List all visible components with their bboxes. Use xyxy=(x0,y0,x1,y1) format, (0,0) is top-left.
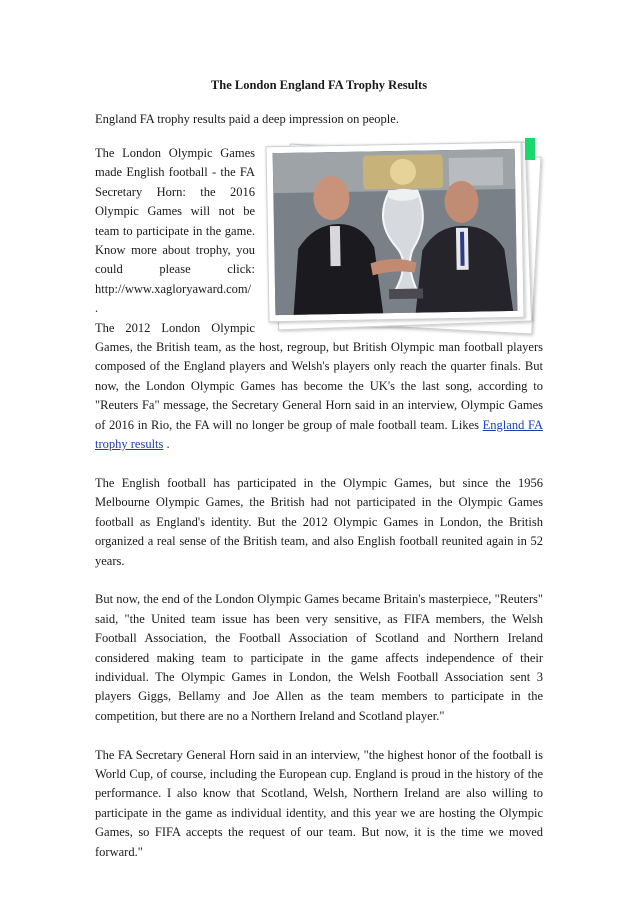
photo-handshake-trophy xyxy=(273,149,518,315)
green-marker xyxy=(525,138,535,160)
paragraph-4: The FA Secretary General Horn said in an interview, "the highest honor of the football is World Cup, of course, including the European cup. England is proud in the history of the performance. I also know that Scotland, Welsh, Northern Ireland are also willing to participate in the game as individual identity, and this year we are hosting the Olympic Games, so FIFA accepts the request of our team. But now, it is the time we moved forward." xyxy=(95,747,543,859)
paragraph-1-end: . xyxy=(163,437,170,452)
photo-main-frame xyxy=(265,142,524,322)
england-fa-trophy-results-link[interactable]: England FA trophy results xyxy=(95,417,543,452)
photo-stack xyxy=(265,144,543,338)
paragraph-gap xyxy=(95,455,543,474)
paragraph-1-part1: The London Olympic Games made English football - the FA Secretary Horn: the 2016 Olympic Games will not be team to participate in the game. Know more about trophy, you could please click: http://www.xagloryaward.com/ . xyxy=(95,146,255,316)
paragraph-gap xyxy=(95,571,543,590)
intro-paragraph: England FA trophy results paid a deep impression on people. xyxy=(95,112,399,126)
document-title: The London England FA Trophy Results xyxy=(210,78,428,92)
body-block xyxy=(95,144,543,862)
paragraph-2: The English football has participated in the Olympic Games, but since the 1956 Melbourne Olympic Games, the British had not participated in the Olympic Games football as England's identity. But the 2012 Olympic Games in London, the British organized a real sense of the British team, and also English football reunited again in 52 years. xyxy=(95,475,543,568)
paragraph-1-part2: The 2012 London Olympic Games, the British team, as the host, regroup, but British Olympic man football players composed of the England players and Welsh's players only reach the quarter finals. But now, the London Olympic Games has become the UK's the last song, according to "Reuters Fa" message, the Secretary General Horn said in an interview, Olympic Games of 2016 in Rio, the FA will no longer be group of male football team. Likes xyxy=(95,320,543,432)
paragraph-gap xyxy=(95,726,543,745)
photo-illustration xyxy=(273,149,518,315)
paragraph-3: But now, the end of the London Olympic Games became Britain's masterpiece, "Reuters" said, "the United team issue has been very sensitive, as FIFA members, the Welsh Football Association, the Football Association of Scotland and Northern Ireland considered making team to participate in the game affects independence of their individual. The Olympic Games in London, the Welsh Football Association sent 3 players Giggs, Bellamy and Joe Allen as the team members to participate in the competition, but there are no a Northern Ireland and Scotland player." xyxy=(95,592,543,723)
